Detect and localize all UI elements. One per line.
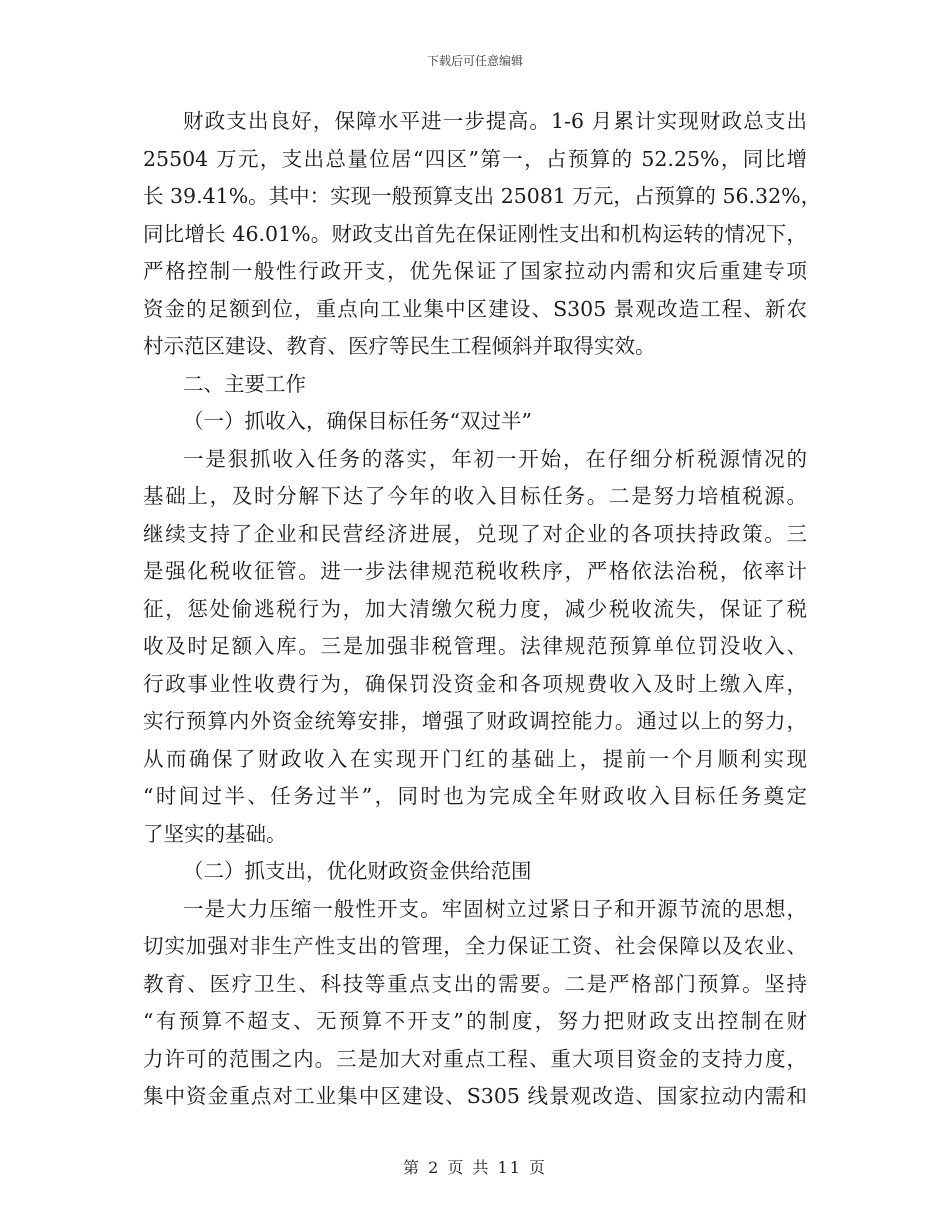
- paragraph-line: 资金的足额到位，重点向工业集中区建设、S305 景观改造工程、新农: [143, 296, 807, 321]
- paragraph-line: 是强化税收征管。进一步法律规范税收秩序，严格依法治税，依率计: [143, 559, 807, 583]
- paragraph-line: 实行预算内外资金统筹安排，增强了财政调控能力。通过以上的努力，: [143, 709, 807, 733]
- paragraph-line: “时间过半、任务过半”，同时也为完成全年财政收入目标任务奠定: [143, 784, 807, 808]
- paragraph-line: 力许可的范围之内。三是加大对重点工程、重大项目资金的支持力度，: [143, 1046, 807, 1071]
- paragraph-line: 一是狠抓收入任务的落实，年初一开始，在仔细分析税源情况的: [183, 446, 807, 471]
- paragraph-line: 教育、医疗卫生、科技等重点支出的需要。二是严格部门预算。坚持: [143, 971, 807, 996]
- subsection-heading: （一）抓收入，确保目标任务“双过半”: [183, 409, 532, 433]
- paragraph-line: 25504 万元，支出总量位居“四区”第一，占预算的 52.25%，同比增: [143, 146, 807, 171]
- paragraph-line: 行政事业性收费行为，确保罚没资金和各项规费收入及时上缴入库，: [143, 671, 807, 696]
- paragraph-line: “有预算不超支、无预算不开支”的制度，努力把财政支出控制在财: [143, 1009, 807, 1033]
- paragraph-line: 村示范区建设、教育、医疗等民生工程倾斜并取得实效。: [143, 334, 656, 358]
- paragraph-line: 严格控制一般性行政开支，优先保证了国家拉动内需和灾后重建专项: [143, 259, 807, 283]
- document-body: [143, 103, 822, 1116]
- paragraph-line: 一是大力压缩一般性开支。牢固树立过紧日子和开源节流的思想，: [183, 896, 807, 921]
- paragraph-line: 财政支出良好，保障水平进一步提高。1-6 月累计实现财政总支出: [183, 109, 807, 133]
- paragraph-line: 集中资金重点对工业集中区建设、S305 线景观改造、国家拉动内需和: [143, 1084, 807, 1108]
- paragraph-line: 长 39.41%。其中：实现一般预算支出 25081 万元，占预算的 56.32%，: [143, 184, 822, 208]
- paragraph-line: 征，惩处偷逃税行为，加大清缴欠税力度，减少税收流失，保证了税: [143, 596, 807, 621]
- page-header: 下载后可任意编辑: [426, 54, 523, 68]
- page-footer: 第 2 页 共 11 页: [403, 1158, 547, 1177]
- paragraph-line: 切实加强对非生产性支出的管理，全力保证工资、社会保障以及农业、: [143, 934, 807, 958]
- paragraph-line: 从而确保了财政收入在实现开门红的基础上，提前一个月顺利实现: [143, 746, 807, 771]
- paragraph-line: 同比增长 46.01%。财政支出首先在保证刚性支出和机构运转的情况下，: [143, 221, 807, 246]
- paragraph-line: 了坚实的基础。: [143, 821, 287, 846]
- paragraph-line: 收及时足额入库。三是加强非税管理。法律规范预算单位罚没收入、: [143, 634, 807, 658]
- subsection-heading: （二）抓支出，优化财政资金供给范围: [183, 859, 532, 883]
- paragraph-line: 继续支持了企业和民营经济进展，兑现了对企业的各项扶持政策。三: [143, 521, 807, 546]
- section-heading: 二、主要工作: [183, 371, 306, 396]
- paragraph-line: 基础上，及时分解下达了今年的收入目标任务。二是努力培植税源。: [143, 484, 807, 508]
